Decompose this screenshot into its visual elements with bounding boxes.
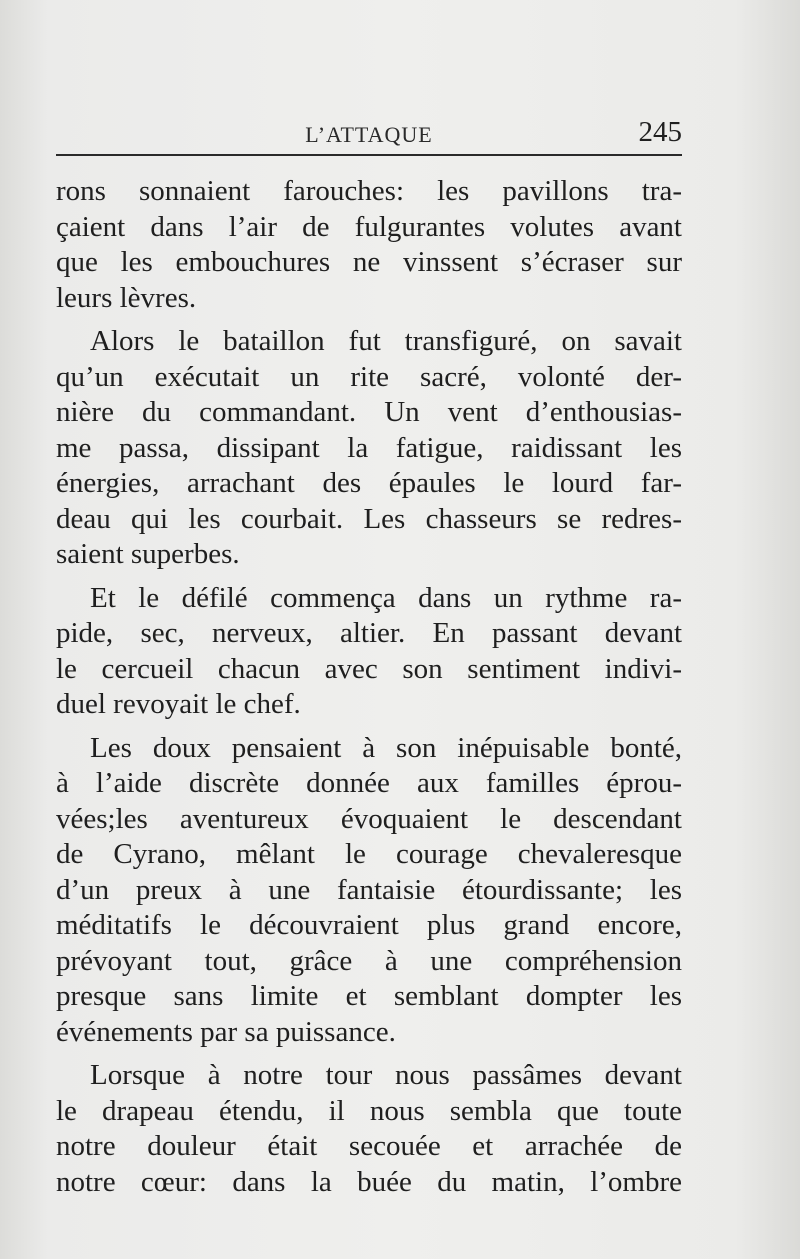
text-line: de Cyrano, mêlant le courage chevaleresque: [56, 838, 682, 870]
text-line: duel revoyait le chef.: [56, 688, 301, 720]
text-line: çaient dans l’air de fulgurantes volutes avant: [56, 210, 682, 243]
text-line: leurs lèvres.: [56, 281, 197, 314]
text-line: notre douleur était secouée et arrachée de: [56, 1130, 682, 1162]
text-line: Lorsque à notre tour nous passâmes devant: [90, 1059, 682, 1091]
text-line: Les doux pensaient à son inépuisable bonté,: [90, 731, 682, 764]
paragraph-4: [56, 731, 682, 1051]
text-line: que les embouchures ne vinssent s’écraser sur: [56, 246, 682, 278]
paragraph-1: [56, 174, 682, 316]
text-line: qu’un exécutait un rite sacré, volonté der-: [56, 360, 682, 393]
text-line: saient superbes.: [56, 538, 240, 570]
text-line: Et le défilé commença dans un rythme ra-: [90, 581, 682, 614]
text-line: vées;les aventureux évoquaient le descendant: [56, 802, 682, 835]
page-number: 245: [638, 116, 682, 148]
text-line: énergies, arrachant des épaules le lourd far-: [56, 467, 682, 499]
text-line: à l’aide discrète donnée aux familles éprou-: [56, 767, 682, 799]
text-line: d’un preux à une fantaisie étourdissante; les: [56, 873, 682, 906]
page-header: [56, 112, 682, 156]
paragraph-2: [56, 324, 682, 573]
text-line: me passa, dissipant la fatigue, raidissant les: [56, 431, 682, 464]
text-line: événements par sa puissance.: [56, 1015, 396, 1048]
text-line: deau qui les courbait. Les chasseurs se redres-: [56, 502, 682, 535]
text-line: prévoyant tout, grâce à une compréhension: [56, 944, 682, 977]
text-line: le drapeau étendu, il nous sembla que toute: [56, 1094, 682, 1127]
text-line: nière du commandant. Un vent d’enthousias-: [56, 396, 682, 428]
text-line: méditatifs le découvraient plus grand encore,: [56, 909, 682, 941]
text-line: le cercueil chacun avec son sentiment indivi-: [56, 652, 682, 685]
text-line: Alors le bataillon fut transfiguré, on savait: [90, 325, 682, 357]
page-body: [56, 174, 682, 1208]
text-line: rons sonnaient farouches: les pavillons tra-: [56, 175, 682, 207]
text-line: pide, sec, nerveux, altier. En passant devant: [56, 617, 682, 649]
text-line: notre cœur: dans la buée du matin, l’ombre: [56, 1165, 682, 1198]
paragraph-5: [56, 1058, 682, 1200]
text-line: presque sans limite et semblant dompter les: [56, 980, 682, 1012]
paragraph-3: [56, 581, 682, 723]
running-title: L’ATTAQUE: [305, 122, 433, 147]
header-rule: [56, 154, 682, 156]
